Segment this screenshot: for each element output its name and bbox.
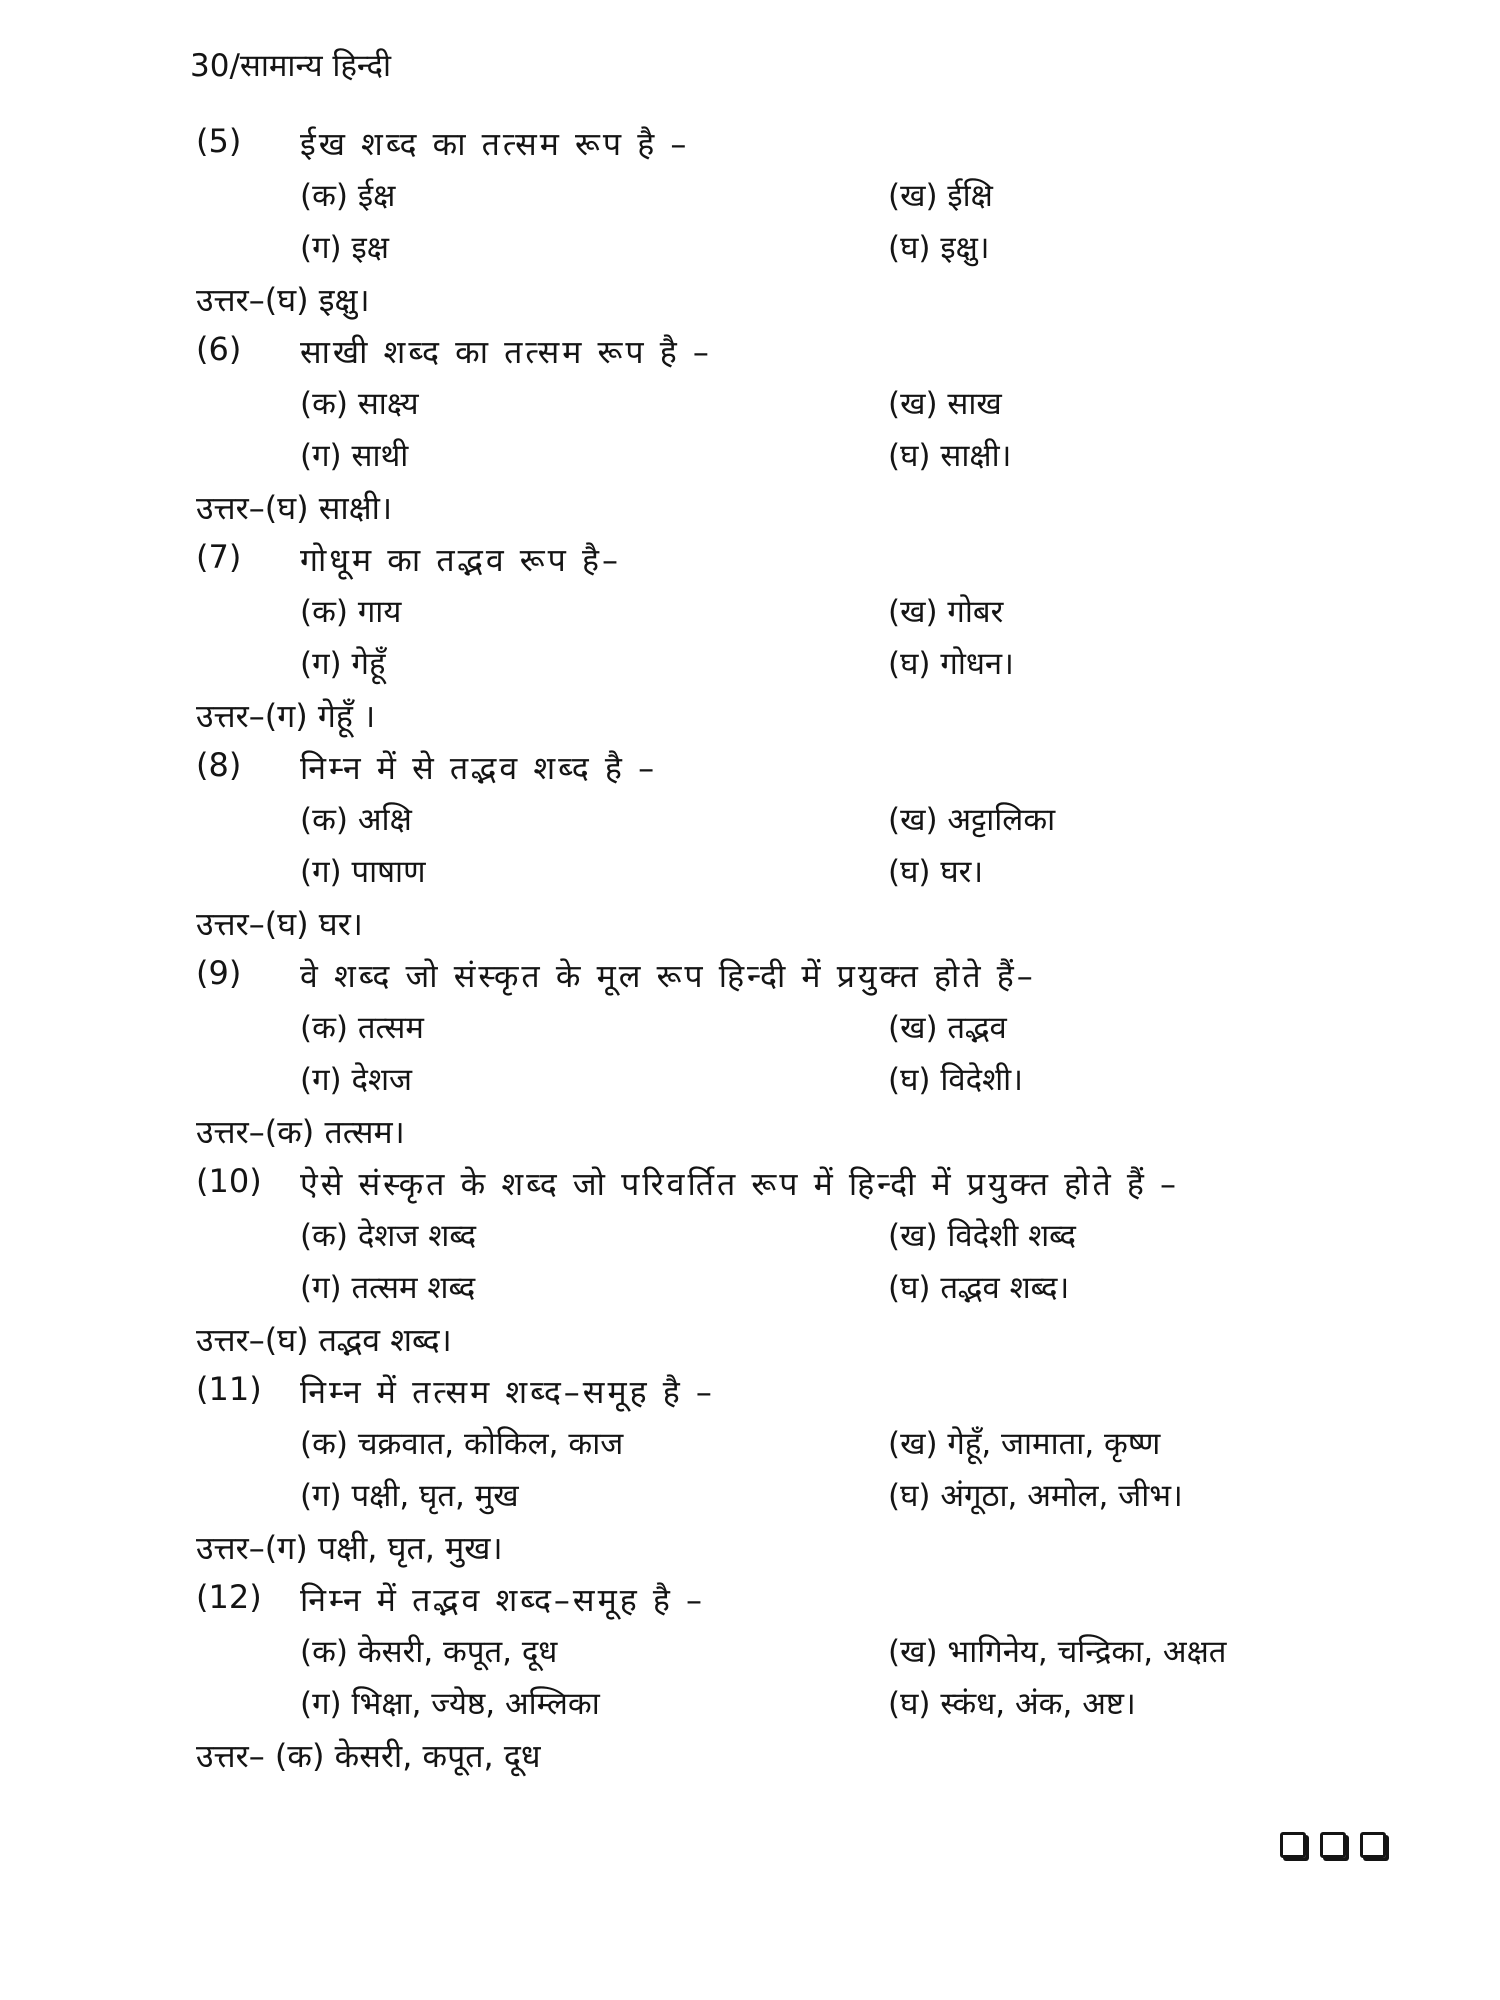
option-kha: (ख) साख xyxy=(888,386,1002,422)
question-text: निम्न में तत्सम शब्द–समूह है – xyxy=(300,1373,715,1411)
page-header: 30/सामान्य हिन्दी xyxy=(190,48,391,84)
answer-line: उत्तर–(क) तत्सम। xyxy=(196,1113,405,1151)
option-ga: (ग) तत्सम शब्द xyxy=(300,1270,476,1306)
option-ga: (ग) देशज xyxy=(300,1062,413,1098)
question-number: (5) xyxy=(196,122,242,160)
option-kha: (ख) विदेशी शब्द xyxy=(888,1218,1076,1254)
question-text: निम्न में से तद्भव शब्द है – xyxy=(300,749,658,787)
answer-line: उत्तर–(ग) गेहूँ । xyxy=(196,697,376,735)
question-number: (6) xyxy=(196,330,242,368)
option-kha: (ख) ईक्षि xyxy=(888,178,993,214)
question-number: (11) xyxy=(196,1370,262,1408)
question-number: (10) xyxy=(196,1162,262,1200)
question-number: (12) xyxy=(196,1578,262,1616)
question-text: ऐसे संस्कृत के शब्द जो परिवर्तित रूप में हिन्दी में प्रयुक्त होते हैं – xyxy=(300,1165,1180,1203)
option-gha: (घ) विदेशी। xyxy=(888,1062,1023,1098)
option-ga: (ग) गेहूँ xyxy=(300,646,386,682)
answer-line: उत्तर–(घ) इक्षु। xyxy=(196,281,370,319)
option-ka: (क) ईक्ष xyxy=(300,178,396,214)
option-ka: (क) तत्सम xyxy=(300,1010,424,1046)
option-ka: (क) देशज शब्द xyxy=(300,1218,477,1254)
square-bullet-icon xyxy=(1360,1832,1386,1858)
answer-line: उत्तर–(घ) घर। xyxy=(196,905,363,943)
question-text: साखी शब्द का तत्सम रूप है – xyxy=(300,333,712,371)
option-ka: (क) साक्ष्य xyxy=(300,386,419,422)
answer-line: उत्तर–(घ) तद्भव शब्द। xyxy=(196,1321,452,1359)
option-ga: (ग) भिक्षा, ज्येष्ठ, अम्लिका xyxy=(300,1686,600,1722)
option-ga: (ग) पाषाण xyxy=(300,854,426,890)
square-bullet-icon xyxy=(1280,1832,1306,1858)
answer-line: उत्तर–(घ) साक्षी। xyxy=(196,489,393,527)
question-text: गोधूम का तद्भव रूप है– xyxy=(300,541,621,579)
question-text: ईख शब्द का तत्सम रूप है – xyxy=(300,125,690,163)
option-ka: (क) केसरी, कपूत, दूध xyxy=(300,1634,558,1670)
question-number: (7) xyxy=(196,538,242,576)
answer-line: उत्तर–(ग) पक्षी, घृत, मुख। xyxy=(196,1529,503,1567)
option-gha: (घ) इक्षु। xyxy=(888,230,990,266)
option-gha: (घ) अंगूठा, अमोल, जीभ। xyxy=(888,1478,1183,1514)
question-number: (8) xyxy=(196,746,242,784)
option-gha: (घ) साक्षी। xyxy=(888,438,1012,474)
question-text: वे शब्द जो संस्कृत के मूल रूप हिन्दी में प्रयुक्त होते हैं– xyxy=(300,957,1036,995)
option-ka: (क) चक्रवात, कोकिल, काज xyxy=(300,1426,624,1462)
option-ka: (क) गाय xyxy=(300,594,402,630)
end-of-section-marks xyxy=(1280,1832,1386,1858)
option-kha: (ख) तद्भव xyxy=(888,1010,1007,1046)
option-ka: (क) अक्षि xyxy=(300,802,412,838)
question-number: (9) xyxy=(196,954,242,992)
option-ga: (ग) साथी xyxy=(300,438,409,474)
question-text: निम्न में तद्भव शब्द–समूह है – xyxy=(300,1581,706,1619)
option-gha: (घ) घर। xyxy=(888,854,984,890)
option-gha: (घ) गोधन। xyxy=(888,646,1014,682)
option-ga: (ग) पक्षी, घृत, मुख xyxy=(300,1478,519,1514)
answer-line: उत्तर– (क) केसरी, कपूत, दूध xyxy=(196,1737,541,1775)
option-ga: (ग) इक्ष xyxy=(300,230,389,266)
option-kha: (ख) गोबर xyxy=(888,594,1004,630)
square-bullet-icon xyxy=(1320,1832,1346,1858)
option-gha: (घ) स्कंध, अंक, अष्ट। xyxy=(888,1686,1136,1722)
option-kha: (ख) अट्टालिका xyxy=(888,802,1056,838)
option-gha: (घ) तद्भव शब्द। xyxy=(888,1270,1070,1306)
option-kha: (ख) गेहूँ, जामाता, कृष्ण xyxy=(888,1426,1161,1462)
option-kha: (ख) भागिनेय, चन्द्रिका, अक्षत xyxy=(888,1634,1227,1670)
